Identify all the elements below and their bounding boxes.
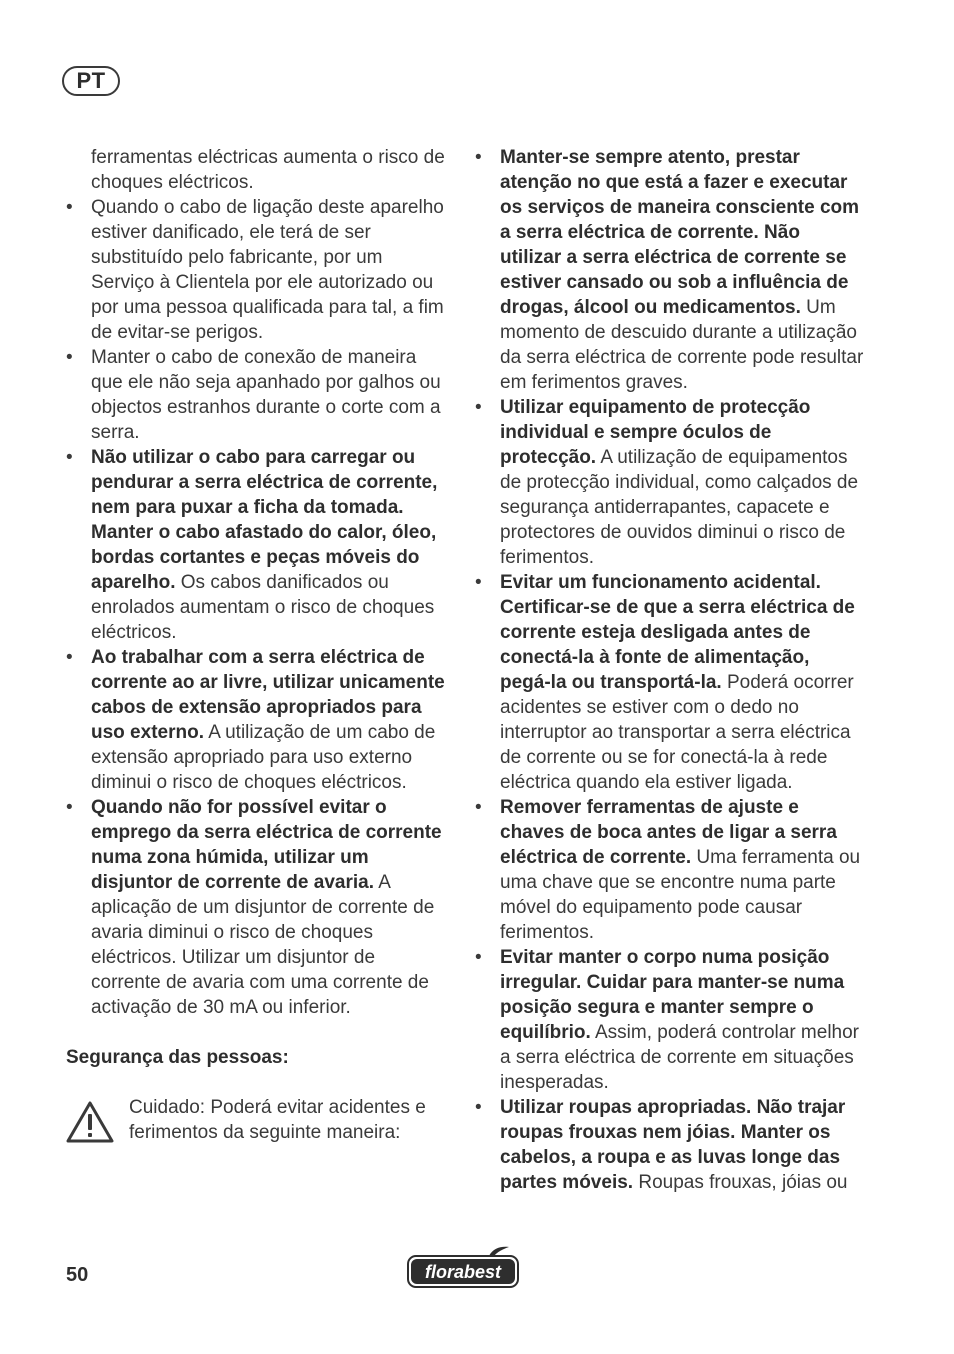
item-text: A utilização de um cabo de extensão apropriado para uso externo diminui o risco de choques eléctricos.	[91, 722, 436, 793]
item-bold: Evitar manter o corpo numa posição irregular. Cuidar para manter-se numa posição segura e manter sempre o equilíbrio.	[500, 947, 845, 1043]
item-text: Quando o cabo de ligação deste aparelho estiver danificado, ele terá de ser substituído pelo fabricante, por um Serviço à Clientela por ele autorizado ou por uma pessoa qualificada para tal, a fim de evitar-se perigos.	[91, 197, 444, 343]
logo-wordmark: florabest	[424, 1262, 502, 1282]
warning-triangle-icon	[66, 1100, 114, 1144]
list-item	[475, 145, 865, 395]
item-bold: Quando não for possível evitar o emprego da serra eléctrica de corrente numa zona húmida, utilizar um disjuntor de corrente de avaria.	[91, 797, 442, 893]
left-bullet-list	[66, 195, 450, 1020]
list-item	[475, 795, 865, 945]
item-bold: Utilizar roupas apropriadas. Não trajar roupas frouxas nem jóias. Manter os cabelos, a roupa e as luvas longe das partes móveis.	[500, 1097, 846, 1193]
item-text: Assim, poderá controlar melhor a serra eléctrica de corrente em situações inesperadas.	[500, 1022, 860, 1093]
list-item	[475, 570, 865, 795]
list-item	[475, 945, 865, 1095]
list-item	[66, 345, 450, 445]
item-bold: Não utilizar o cabo para carregar ou pendurar a serra eléctrica de corrente, nem para puxar a ficha da tomada. Manter o cabo afastado do calor, óleo, bordas cortantes e peças móveis do aparelho.	[91, 447, 438, 593]
section-heading: Segurança das pessoas:	[66, 1047, 289, 1068]
language-badge: PT	[62, 66, 120, 96]
item-bold: Utilizar equipamento de protecção individual e sempre óculos de protecção.	[500, 397, 811, 468]
item-text: A aplicação de um disjuntor de corrente de avaria diminui o risco de choques eléctricos. Utilizar um disjuntor de corrente de avaria com uma corrente de activação de 30 mA ou inferior.	[91, 872, 435, 1018]
item-text: A utilização de equipamentos de protecção individual, como calçados de segurança antiderrapantes, capacete e protectores de ouvidos diminui o risco de ferimentos.	[500, 447, 859, 568]
warning-notice	[66, 1095, 450, 1145]
item-text: Uma ferramenta ou uma chave que se encontre numa parte móvel do equipamento pode causar ferimentos.	[500, 847, 861, 943]
item-text: Roupas frouxas, jóias ou	[633, 1172, 848, 1193]
item-bold: Evitar um funcionamento acidental. Certificar-se de que a serra eléctrica de corrente esteja desligada antes de conectá-la à fonte de alimentação, pegá-la ou transportá-la.	[500, 572, 855, 693]
left-column	[66, 145, 450, 1145]
item-bold: Manter-se sempre atento, prestar atenção no que está a fazer e executar os serviços de maneira consciente com a serra eléctrica de corrente. Não utilizar a serra eléctrica de corrente se estiver cansado ou sob a influência de drogas, álcool ou medicamentos.	[500, 147, 860, 318]
page-number: 50	[66, 1264, 89, 1286]
list-item	[66, 445, 450, 645]
item-text: Um momento de descuido durante a utilização da serra eléctrica de corrente pode resultar em ferimentos graves.	[500, 297, 864, 393]
item-bold: Remover ferramentas de ajuste e chaves de boca antes de ligar a serra eléctrica de corrente.	[500, 797, 837, 868]
list-item	[66, 195, 450, 345]
list-item	[475, 1095, 865, 1195]
item-bold: Ao trabalhar com a serra eléctrica de corrente ao ar livre, utilizar unicamente cabos de extensão apropriados para uso externo.	[91, 647, 445, 743]
right-bullet-list	[475, 145, 865, 1195]
list-item	[66, 645, 450, 795]
florabest-logo	[405, 1246, 521, 1290]
item-text: Manter o cabo de conexão de maneira que ele não seja apanhado por galhos ou objectos estranhos durante o corte com a serra.	[91, 347, 441, 443]
warning-text: Cuidado: Poderá evitar acidentes e ferimentos da seguinte maneira:	[129, 1097, 426, 1143]
item-text: Poderá ocorrer acidentes se estiver com o dedo no interruptor ao transportar a serra eléctrica de corrente ou se for conectá-la à rede eléctrica quando ela estiver ligada.	[500, 672, 854, 793]
right-column	[475, 145, 865, 1195]
item-text: Os cabos danificados ou enrolados aumentam o risco de choques eléctricos.	[91, 572, 435, 643]
list-item	[475, 395, 865, 570]
list-item	[66, 795, 450, 1020]
continuation-text: ferramentas eléctricas aumenta o risco de choques eléctricos.	[91, 147, 445, 193]
